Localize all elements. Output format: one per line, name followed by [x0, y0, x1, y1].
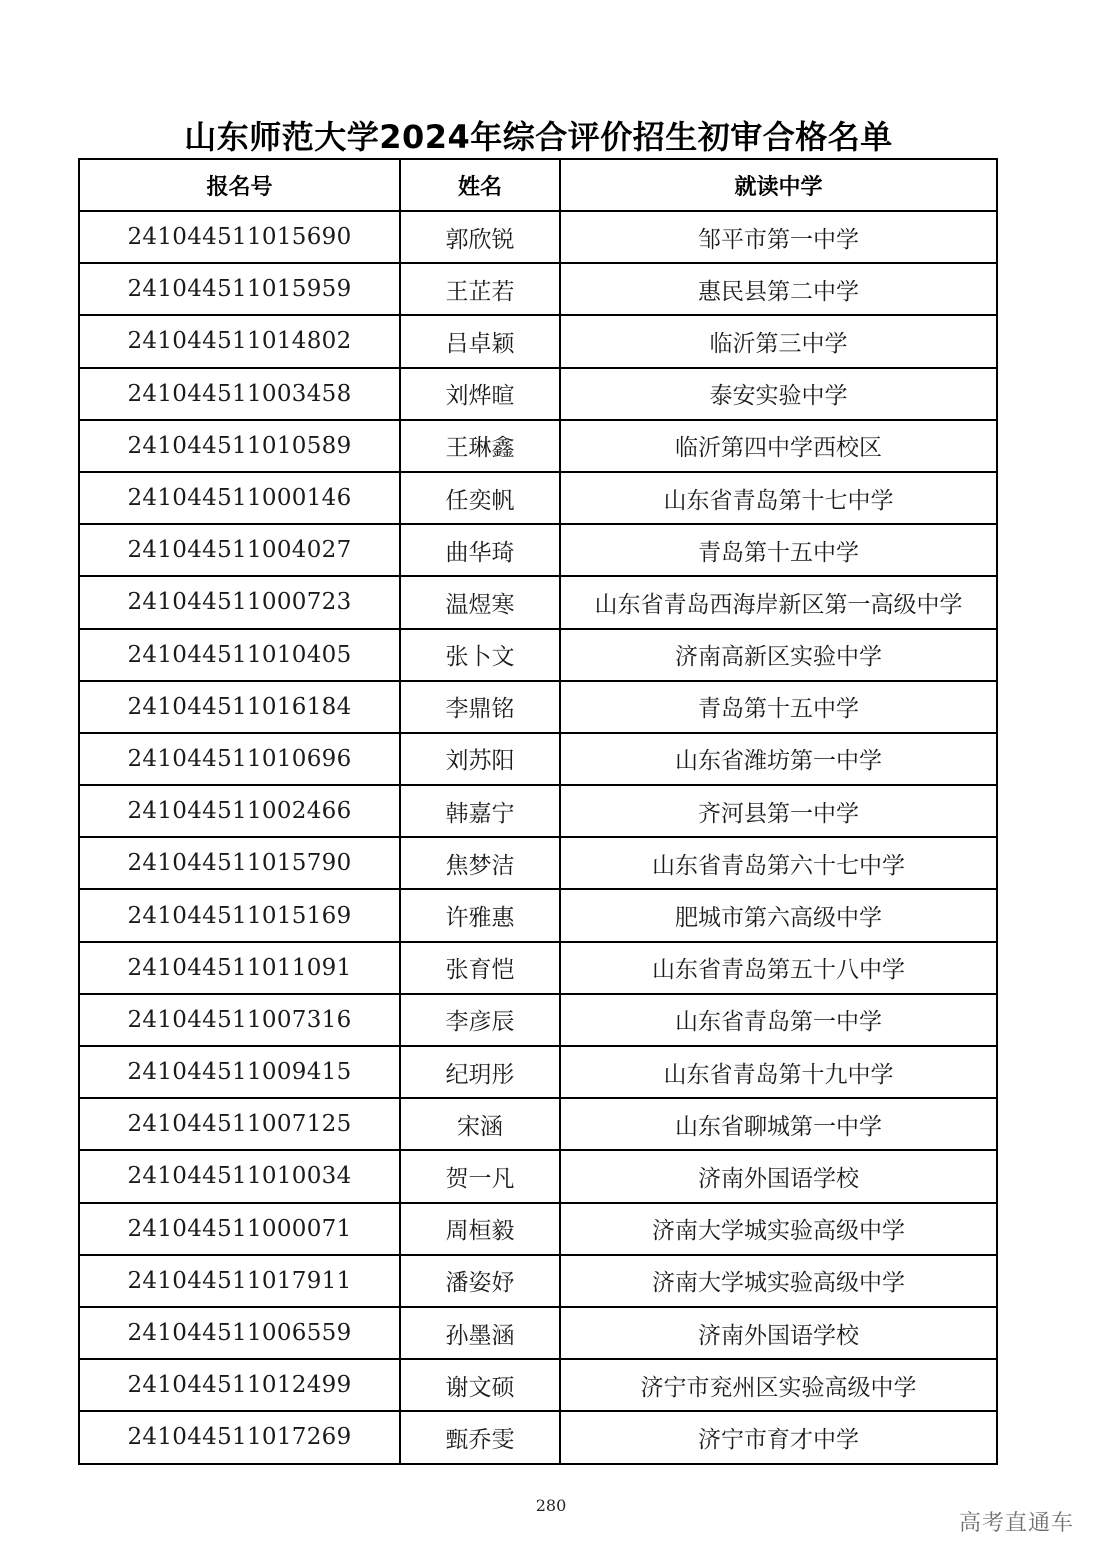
registration-number-cell: 241044511009415	[79, 1046, 400, 1098]
table-row	[79, 420, 997, 472]
table-row	[79, 837, 997, 889]
watermark-logo-text: 高考直通车	[958, 1511, 1074, 1536]
school-name-cell: 山东省青岛第六十七中学	[560, 837, 997, 889]
school-name-cell: 济南高新区实验中学	[560, 629, 997, 681]
table-header	[79, 159, 997, 211]
student-name-cell: 孙墨涵	[400, 1307, 560, 1359]
table-row	[79, 263, 997, 315]
registration-number-cell: 241044511007125	[79, 1098, 400, 1150]
student-name-cell: 刘烨暄	[400, 368, 560, 420]
registration-number-cell: 241044511016184	[79, 681, 400, 733]
student-name-cell: 宋涵	[400, 1098, 560, 1150]
student-name-cell: 张卜文	[400, 629, 560, 681]
registration-number-cell: 241044511017911	[79, 1255, 400, 1307]
school-name-cell: 山东省潍坊第一中学	[560, 733, 997, 785]
school-name-cell: 惠民县第二中学	[560, 263, 997, 315]
registration-number-cell: 241044511003458	[79, 368, 400, 420]
registration-number-cell: 241044511015959	[79, 263, 400, 315]
registration-number-cell: 241044511010696	[79, 733, 400, 785]
registration-number-cell: 241044511000071	[79, 1203, 400, 1255]
table-row	[79, 524, 997, 576]
registration-number-cell: 241044511015790	[79, 837, 400, 889]
table-row	[79, 315, 997, 367]
header-school: 就读中学	[560, 159, 997, 211]
registration-number-cell: 241044511004027	[79, 524, 400, 576]
table-row	[79, 681, 997, 733]
student-name-cell: 温煜寒	[400, 576, 560, 628]
student-name-cell: 纪玥彤	[400, 1046, 560, 1098]
student-name-cell: 张育恺	[400, 942, 560, 994]
student-name-cell: 许雅惠	[400, 889, 560, 941]
school-name-cell: 山东省青岛西海岸新区第一高级中学	[560, 576, 997, 628]
table-row	[79, 1255, 997, 1307]
student-name-cell: 周桓毅	[400, 1203, 560, 1255]
registration-number-cell: 241044511010034	[79, 1150, 400, 1202]
registration-number-cell: 241044511006559	[79, 1307, 400, 1359]
registration-number-cell: 241044511011091	[79, 942, 400, 994]
student-name-cell: 贺一凡	[400, 1150, 560, 1202]
table-row	[79, 472, 997, 524]
registration-number-cell: 241044511010405	[79, 629, 400, 681]
table-row	[79, 733, 997, 785]
student-name-cell: 韩嘉宁	[400, 785, 560, 837]
school-name-cell: 济南大学城实验高级中学	[560, 1203, 997, 1255]
student-name-cell: 甄乔雯	[400, 1411, 560, 1463]
student-name-cell: 李鼎铭	[400, 681, 560, 733]
table-row	[79, 994, 997, 1046]
student-name-cell: 潘姿妤	[400, 1255, 560, 1307]
table-row	[79, 889, 997, 941]
page-number: 280	[535, 1496, 567, 1515]
school-name-cell: 济南大学城实验高级中学	[560, 1255, 997, 1307]
registration-number-cell: 241044511000723	[79, 576, 400, 628]
school-name-cell: 青岛第十五中学	[560, 524, 997, 576]
table-row	[79, 1411, 997, 1463]
student-name-cell: 焦梦洁	[400, 837, 560, 889]
registration-number-cell: 241044511010589	[79, 420, 400, 472]
table-row	[79, 629, 997, 681]
student-name-cell: 王芷若	[400, 263, 560, 315]
table-row	[79, 1203, 997, 1255]
school-name-cell: 临沂第三中学	[560, 315, 997, 367]
school-name-cell: 临沂第四中学西校区	[560, 420, 997, 472]
school-name-cell: 济宁市兖州区实验高级中学	[560, 1359, 997, 1411]
table-body	[79, 211, 997, 1464]
table-row	[79, 576, 997, 628]
school-name-cell: 山东省青岛第一中学	[560, 994, 997, 1046]
school-name-cell: 山东省青岛第五十八中学	[560, 942, 997, 994]
student-name-cell: 谢文硕	[400, 1359, 560, 1411]
registration-number-cell: 241044511014802	[79, 315, 400, 367]
header-row	[79, 159, 997, 211]
student-name-cell: 任奕帆	[400, 472, 560, 524]
table-row	[79, 1150, 997, 1202]
table-row	[79, 1307, 997, 1359]
admission-list-table	[78, 158, 998, 1465]
registration-number-cell: 241044511002466	[79, 785, 400, 837]
table-row	[79, 1098, 997, 1150]
registration-number-cell: 241044511012499	[79, 1359, 400, 1411]
school-name-cell: 肥城市第六高级中学	[560, 889, 997, 941]
student-name-cell: 李彦辰	[400, 994, 560, 1046]
header-registration-number: 报名号	[79, 159, 400, 211]
table-row	[79, 1359, 997, 1411]
school-name-cell: 山东省青岛第十九中学	[560, 1046, 997, 1098]
school-name-cell: 邹平市第一中学	[560, 211, 997, 263]
school-name-cell: 泰安实验中学	[560, 368, 997, 420]
table-row	[79, 942, 997, 994]
school-name-cell: 济宁市育才中学	[560, 1411, 997, 1463]
table-row	[79, 368, 997, 420]
student-name-cell: 吕卓颖	[400, 315, 560, 367]
table-row	[79, 1046, 997, 1098]
student-name-cell: 郭欣锐	[400, 211, 560, 263]
registration-number-cell: 241044511015169	[79, 889, 400, 941]
registration-number-cell: 241044511017269	[79, 1411, 400, 1463]
student-name-cell: 王琳鑫	[400, 420, 560, 472]
document-title: 山东师范大学2024年综合评价招生初审合格名单	[184, 118, 893, 156]
school-name-cell: 济南外国语学校	[560, 1150, 997, 1202]
registration-number-cell: 241044511015690	[79, 211, 400, 263]
school-name-cell: 山东省青岛第十七中学	[560, 472, 997, 524]
registration-number-cell: 241044511000146	[79, 472, 400, 524]
table-row	[79, 785, 997, 837]
student-name-cell: 曲华琦	[400, 524, 560, 576]
school-name-cell: 齐河县第一中学	[560, 785, 997, 837]
school-name-cell: 济南外国语学校	[560, 1307, 997, 1359]
student-name-cell: 刘苏阳	[400, 733, 560, 785]
registration-number-cell: 241044511007316	[79, 994, 400, 1046]
table-row	[79, 211, 997, 263]
school-name-cell: 青岛第十五中学	[560, 681, 997, 733]
school-name-cell: 山东省聊城第一中学	[560, 1098, 997, 1150]
header-name: 姓名	[400, 159, 560, 211]
